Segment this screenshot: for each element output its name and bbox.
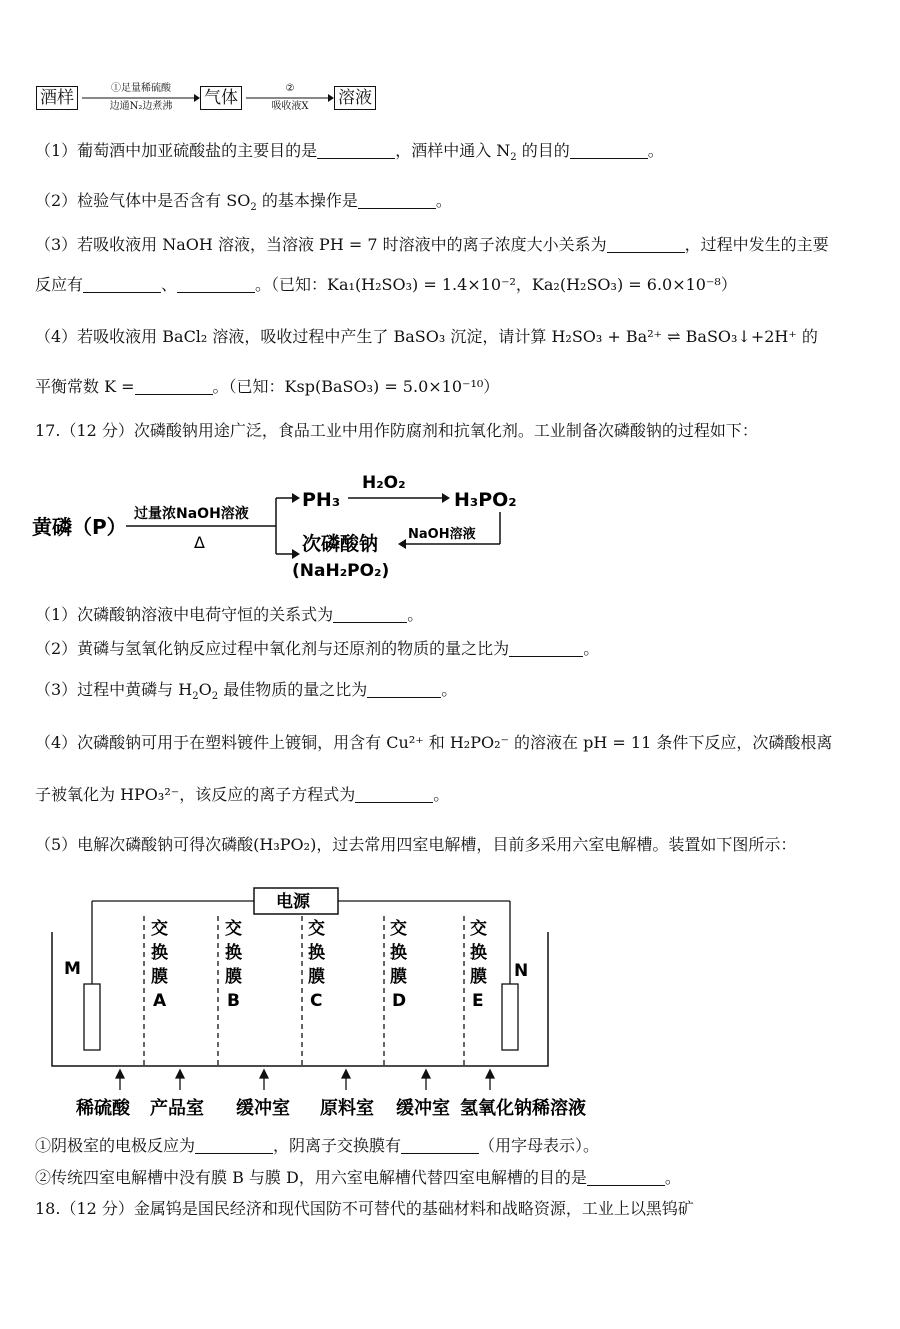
flow-arrow1 [82,92,200,104]
q17-line5: 子被氧化为 HPO₃²⁻，该反应的离子方程式为 。 [35,785,450,804]
chamber-label-4: 原料室 [320,1098,374,1119]
membrane-a-label: 交换膜 A [151,919,168,1011]
q16-line4: 反应有 、 。（已知：Ka₁(H₂SO₃) = 1.4×10⁻²，Ka₂(H₂SO₃) = 6.0×10⁻⁸） [35,275,737,294]
flow-box-wine-sample: 酒样 [36,86,78,110]
q17-line6: （5）电解次磷酸钠可得次磷酸(H₃PO₂)，过去常用四室电解槽，目前多采用六室电解槽。装置如下图所示： [35,835,797,854]
electrode-m-label: M [64,959,81,979]
flow2-h3po2: H₃PO₂ [454,489,517,511]
phosphorus-flow-diagram [30,468,530,588]
flow2-start: 黄磷（P） [32,515,127,539]
q17-line4: （4）次磷酸钠可用于在塑料镀件上镀铜，用含有 Cu²⁺ 和 H₂PO₂⁻ 的溶液在 pH = 11 条件下反应，次磷酸根离 [35,733,833,752]
membrane-c-label: 交换膜 C [308,919,325,1011]
q16-line1: （1）葡萄酒中加亚硫酸盐的主要目的是 ，酒样中通入 $N_2$ 的目的 。 [35,141,664,164]
membrane-e-label: 交换膜 E [470,919,487,1011]
chamber-label-1: 稀硫酸 [76,1098,130,1119]
q17-line2: （2）黄磷与氢氧化钠反应过程中氧化剂与还原剂的物质的量之比为 。 [35,639,600,658]
membrane-d-label: 交换膜 D [390,919,407,1011]
power-label: 电源 [276,892,310,912]
flow2-reagent: 过量浓NaOH溶液 [134,506,249,522]
flow-arrow1-top-label: ①足量稀硫酸 [111,83,171,94]
q17-sub2: ②传统四室电解槽中没有膜 B 与膜 D，用六室电解槽代替四室电解槽的目的是 。 [35,1168,681,1187]
chamber-label-6: 氢氧化钠稀溶液 [460,1098,586,1119]
flow2-ph3: PH₃ [302,489,341,511]
flow2-h2o2: H₂O₂ [362,473,406,493]
flow-arrow2-bottom-label: 吸收液X [271,101,309,112]
flow-box-solution: 溶液 [334,86,376,110]
chamber-label-3: 缓冲室 [236,1098,290,1119]
flow-arrow2-top-label: ② [285,83,295,94]
electrode-n-label: N [514,961,529,981]
q17-line1: （1）次磷酸钠溶液中电荷守恒的关系式为 。 [35,605,424,624]
q17-line3: （3）过程中黄磷与 $H_2O_2$ 最佳物质的量之比为 。 [35,680,458,703]
q17-sub1: ①阴极室的电极反应为 ，阴离子交换膜有 （用字母表示）。 [35,1136,600,1155]
membrane-b-label: 交换膜 B [225,919,242,1011]
flow2-heat: Δ [194,533,205,552]
flow-arrow1-bottom-label: 边通N₂边煮沸 [109,101,173,112]
electrolysis-cell-diagram [40,880,620,1120]
q16-line2: （2）检验气体中是否含有 $SO_2$ 的基本操作是 。 [35,191,452,214]
chamber-label-2: 产品室 [150,1098,204,1119]
chamber-label-5: 缓冲室 [396,1098,450,1119]
q16-line6: 平衡常数 K = 。（已知：Ksp(BaSO₃) = 5.0×10⁻¹⁰） [35,377,500,396]
flow2-naoh: NaOH溶液 [408,527,476,542]
flow2-formula: (NaH₂PO₂) [292,561,390,581]
flow-arrow2 [246,92,334,104]
flow2-product: 次磷酸钠 [302,533,379,555]
q18-intro: 18.（12 分）金属钨是国民经济和现代国防不可替代的基础材料和战略资源，工业上以黑钨矿 [35,1199,694,1218]
flow-box-gas: 气体 [200,86,242,110]
q16-line5: （4）若吸收液用 BaCl₂ 溶液，吸收过程中产生了 BaSO₃ 沉淀，请计算 H₂SO₃ + Ba²⁺ ⇌ BaSO₃↓+2H⁺ 的 [35,327,818,346]
q17-intro: 17.（12 分）次磷酸钠用途广泛，食品工业中用作防腐剂和抗氧化剂。工业制备次磷酸钠的过程如下： [35,421,758,440]
q16-line3: （3）若吸收液用 NaOH 溶液，当溶液 PH = 7 时溶液中的离子浓度大小关系为 ，过程中发生的主要 [35,235,829,254]
